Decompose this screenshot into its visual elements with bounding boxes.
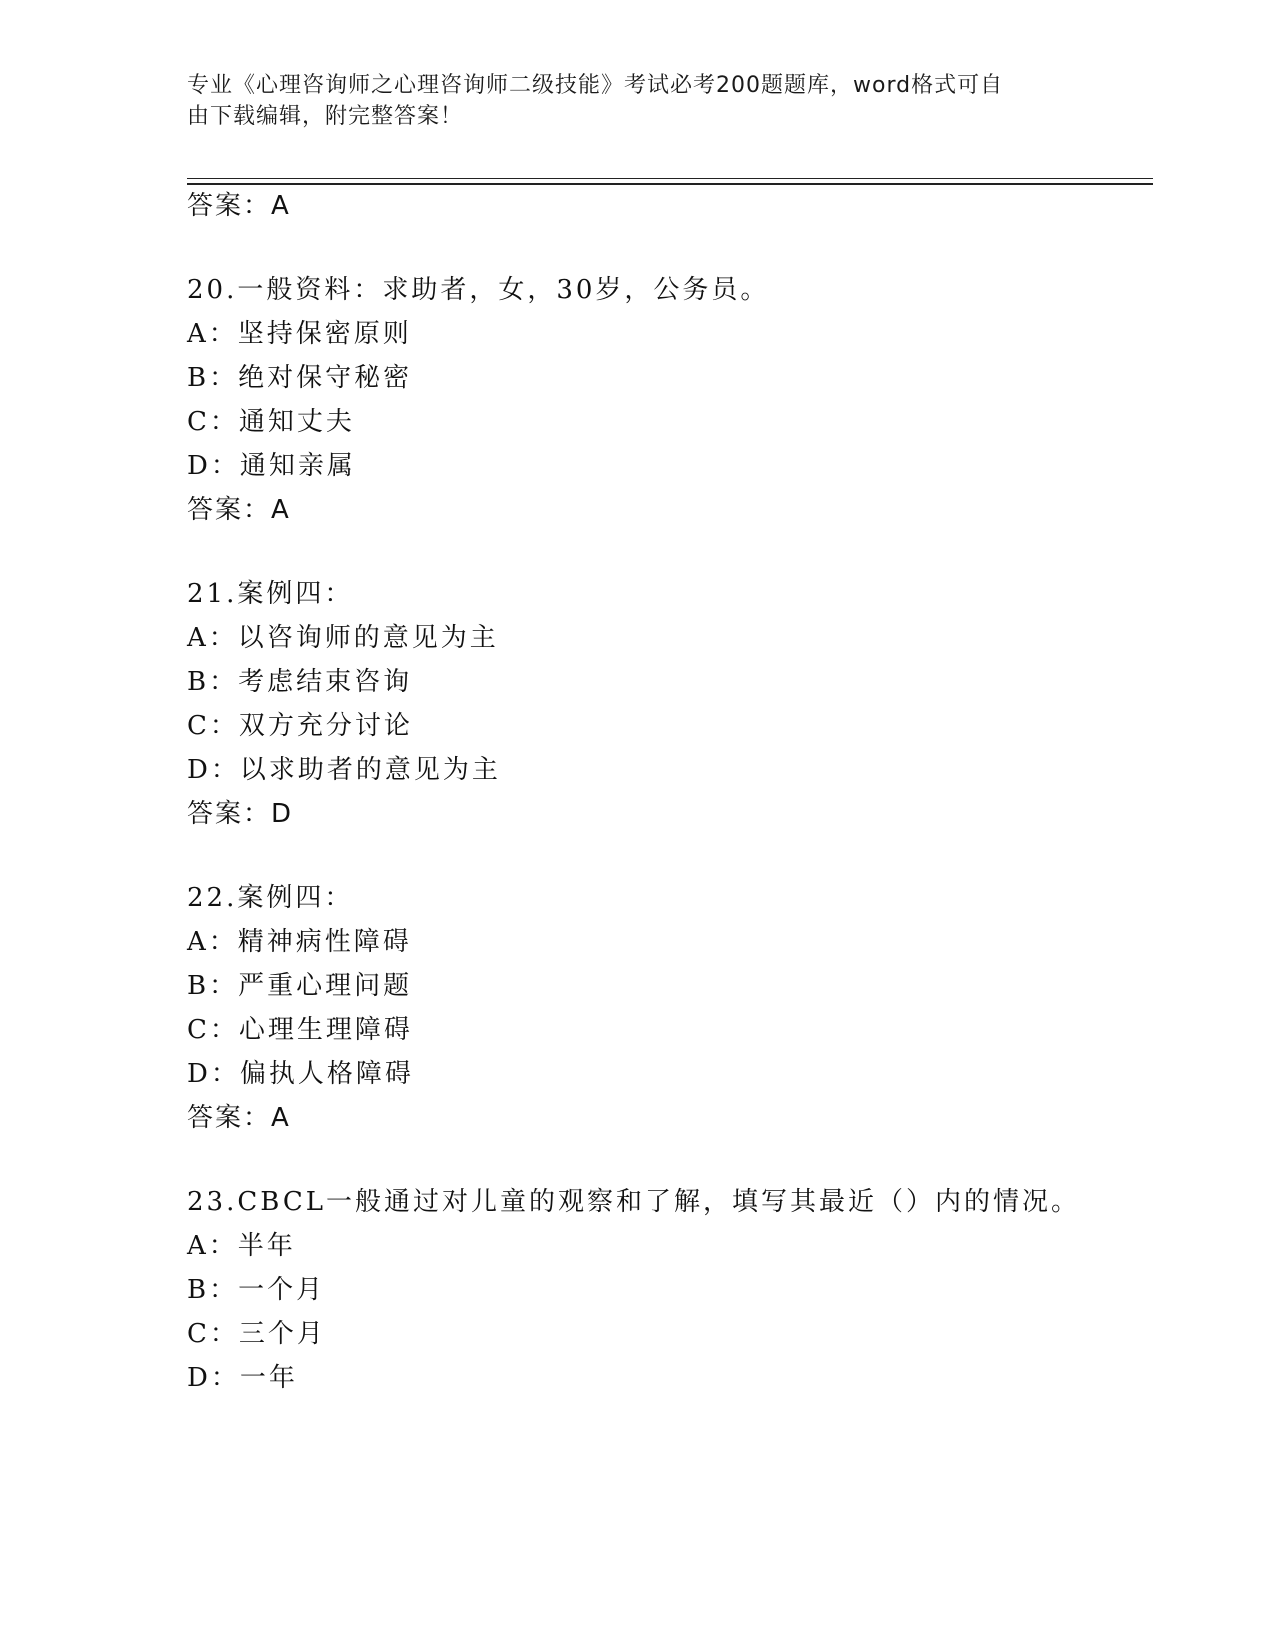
option-d: D：偏执人格障碍 [187, 1059, 414, 1089]
answer-line: 答案：A [187, 191, 291, 221]
header-line-2: 由下载编辑，附完整答案！ [187, 104, 464, 129]
question-stem: 20.一般资料：求助者，女，30岁，公务员。 [187, 275, 770, 305]
document-header [187, 70, 1067, 132]
answer-line: 答案：D [187, 799, 294, 829]
option-c: C：双方充分讨论 [187, 711, 413, 741]
question-stem: 21.案例四： [187, 579, 354, 609]
option-c: C：通知丈夫 [187, 407, 355, 437]
option-b: B：绝对保守秘密 [187, 363, 413, 393]
option-a: A：精神病性障碍 [187, 927, 412, 957]
header-divider-thick [187, 183, 1153, 185]
option-d: D：通知亲属 [187, 451, 356, 481]
option-d: D：以求助者的意见为主 [187, 755, 501, 785]
option-d: D：一年 [187, 1363, 298, 1393]
question-stem: 22.案例四： [187, 883, 354, 913]
option-b: B：严重心理问题 [187, 971, 413, 1001]
option-c: C：心理生理障碍 [187, 1015, 413, 1045]
option-a: A：以咨询师的意见为主 [187, 623, 499, 653]
header-line-1: 专业《心理咨询师之心理咨询师二级技能》考试必考200题题库，word格式可自 [187, 73, 1004, 98]
answer-line: 答案：A [187, 495, 291, 525]
header-divider-thin [187, 178, 1153, 179]
question-stem: 23.CBCL一般通过对儿童的观察和了解，填写其最近（）内的情况。 [187, 1187, 1080, 1217]
option-c: C：三个月 [187, 1319, 326, 1349]
option-a: A：坚持保密原则 [187, 319, 412, 349]
option-b: B：一个月 [187, 1275, 326, 1305]
option-b: B：考虑结束咨询 [187, 667, 413, 697]
answer-line: 答案：A [187, 1103, 291, 1133]
option-a: A：半年 [187, 1231, 296, 1261]
